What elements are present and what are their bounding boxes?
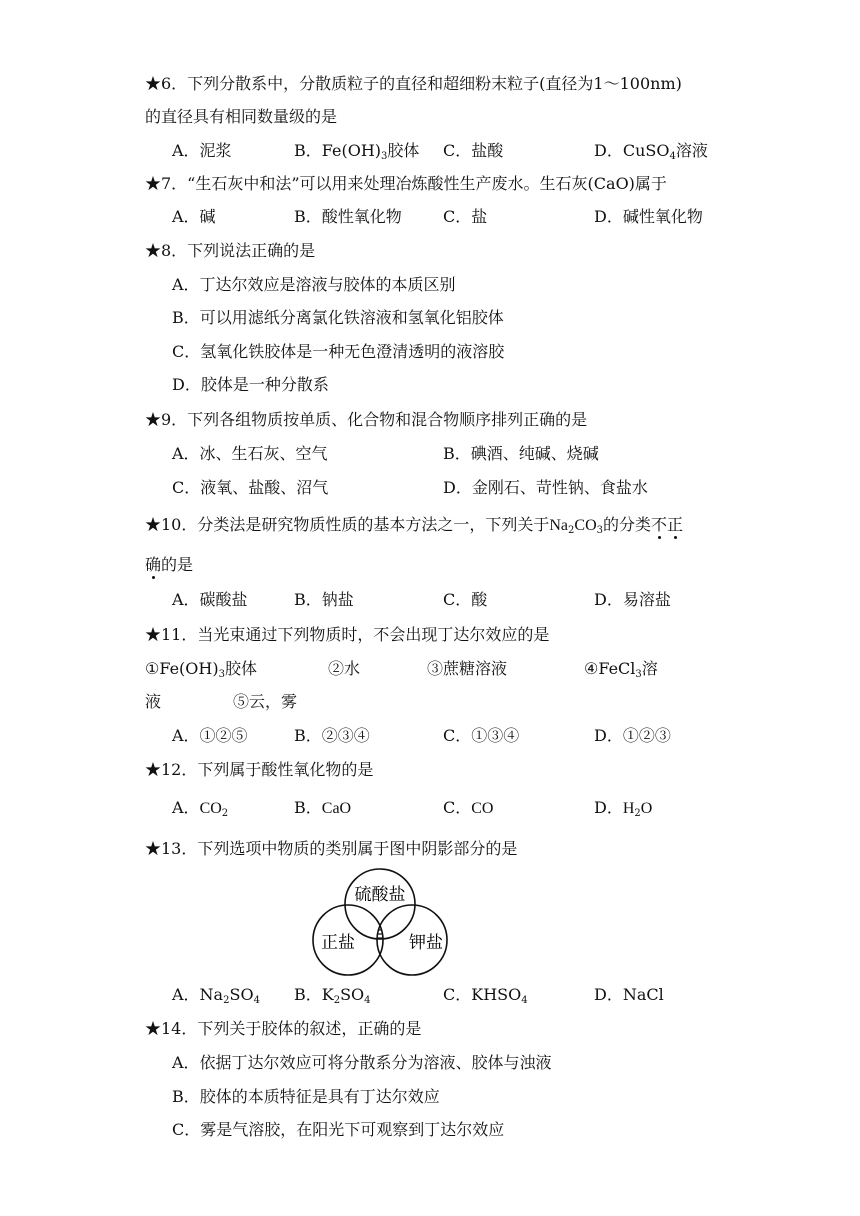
q13-option-b: B．$K_2SO_4$ bbox=[294, 985, 371, 1006]
q14-option-b: B．胶体的本质特征是具有丁达尔效应 bbox=[172, 1087, 440, 1106]
q11-option-b: B．②③④ bbox=[294, 726, 370, 745]
q6-option-a: A．泥浆 bbox=[172, 141, 232, 160]
q11-stem: ★11．当光束通过下列物质时，不会出现丁达尔效应的是 bbox=[145, 625, 550, 644]
q10-option-c: C．酸 bbox=[443, 590, 488, 609]
q13-option-d: D．NaCl bbox=[594, 985, 664, 1004]
q8-option-a: A．丁达尔效应是溶液与胶体的本质区别 bbox=[172, 275, 456, 294]
emphasis-dot-mark: 不 bbox=[651, 515, 668, 534]
q8-stem: ★8．下列说法正确的是 bbox=[145, 241, 316, 260]
q11-option-a: A．①②⑤ bbox=[172, 726, 248, 745]
q11-item-4-cont: 液 bbox=[145, 692, 162, 711]
q9-option-d: D．金刚石、苛性钠、食盐水 bbox=[443, 478, 648, 497]
q7-option-d: D．碱性氧化物 bbox=[594, 207, 703, 226]
q14-option-a: A．依据丁达尔效应可将分散系分为溶液、胶体与浊液 bbox=[172, 1053, 552, 1072]
q13-option-c: C．$KHSO_4$ bbox=[443, 985, 528, 1006]
q12-option-c: C．CO bbox=[443, 798, 494, 817]
q12-option-b: B．CaO bbox=[294, 798, 352, 817]
q6-stem-line1: ★6．下列分散系中，分散质粒子的直径和超细粉末粒子(直径为1～100nm) bbox=[145, 74, 682, 93]
venn-label-right: 钾盐 bbox=[409, 933, 443, 953]
venn-diagram bbox=[300, 868, 460, 978]
q6-option-c: C．盐酸 bbox=[443, 141, 504, 160]
q11-item-5: ⑤云，雾 bbox=[233, 692, 298, 711]
q10-option-b: B．钠盐 bbox=[294, 590, 354, 609]
q14-option-c: C．雾是气溶胶，在阳光下可观察到丁达尔效应 bbox=[172, 1120, 505, 1139]
q12-option-a: A．$CO_2$ bbox=[172, 798, 229, 819]
q14-stem: ★14．下列关于胶体的叙述，正确的是 bbox=[145, 1019, 422, 1038]
q7-stem: ★7．“生石灰中和法”可以用来处理冶炼酸性生产废水。生石灰(CaO)属于 bbox=[145, 174, 667, 193]
q7-option-b: B．酸性氧化物 bbox=[294, 207, 402, 226]
q13-stem: ★13．下列选项中物质的类别属于图中阴影部分的是 bbox=[145, 839, 518, 858]
q12-stem: ★12．下列属于酸性氧化物的是 bbox=[145, 760, 374, 779]
q9-option-a: A．冰、生石灰、空气 bbox=[172, 444, 328, 463]
q11-item-2: ②水 bbox=[328, 659, 361, 678]
q10-option-a: A．碳酸盐 bbox=[172, 590, 248, 609]
venn-label-left: 正盐 bbox=[321, 933, 355, 953]
q9-option-c: C．液氧、盐酸、沼气 bbox=[172, 478, 329, 497]
q11-option-c: C．①③④ bbox=[443, 726, 520, 745]
q8-option-d: D．胶体是一种分散系 bbox=[172, 375, 329, 394]
q11-option-d: D．①②③ bbox=[594, 726, 671, 745]
q11-item-4: ④FeCl$_3$溶 bbox=[584, 659, 658, 680]
q6-stem-line2: 的直径具有相同数量级的是 bbox=[145, 107, 338, 126]
q10-stem-line2: 确的是 bbox=[145, 555, 194, 574]
venn-label-top: 硫酸盐 bbox=[354, 885, 406, 905]
q10-stem-line1: ★10．分类法是研究物质性质的基本方法之一，下列关于$Na_2CO_3$的分类不正 bbox=[145, 515, 684, 536]
q6-option-b: B．$Fe(OH)_3$胶体 bbox=[294, 141, 420, 162]
q12-option-d: D．$H_2O$ bbox=[594, 798, 653, 819]
q7-option-a: A．碱 bbox=[172, 207, 216, 226]
q9-stem: ★9．下列各组物质按单质、化合物和混合物顺序排列正确的是 bbox=[145, 410, 588, 429]
q8-option-c: C．氢氧化铁胶体是一种无色澄清透明的液溶胶 bbox=[172, 342, 505, 361]
q13-option-a: A．$Na_2SO_4$ bbox=[172, 985, 260, 1006]
q11-item-3: ③蔗糖溶液 bbox=[427, 659, 508, 678]
q6-option-d: D．CuSO$_4$溶液 bbox=[594, 141, 708, 162]
q8-option-b: B．可以用滤纸分离氯化铁溶液和氢氧化铝胶体 bbox=[172, 308, 504, 327]
q11-item-1: $①Fe(OH)_3$胶体 bbox=[145, 659, 257, 680]
q9-option-b: B．碘酒、纯碱、烧碱 bbox=[443, 444, 599, 463]
q7-option-c: C．盐 bbox=[443, 207, 488, 226]
q10-option-d: D．易溶盐 bbox=[594, 590, 671, 609]
